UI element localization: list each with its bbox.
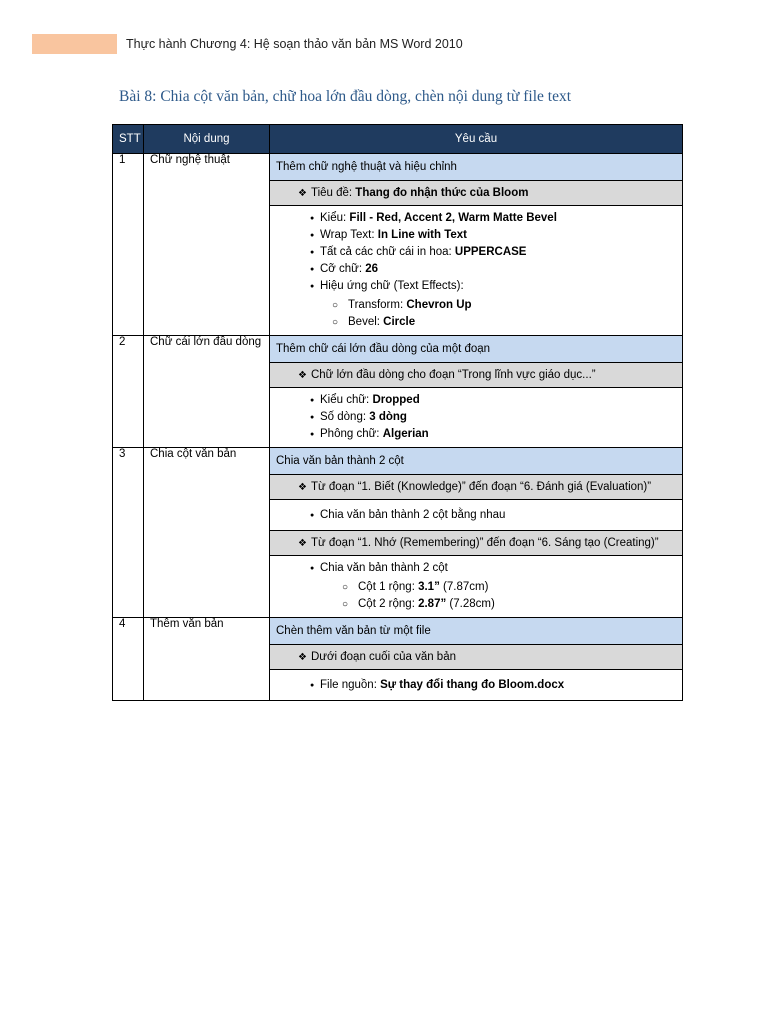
- row-noi-dung: Chữ cái lớn đầu dòng: [144, 336, 270, 448]
- list-item: ● Chia văn bản thành 2 cột bằng nhau: [320, 507, 676, 524]
- table-row: [113, 448, 683, 475]
- diamond-bullet-icon: ❖: [298, 370, 307, 381]
- list-item: ○ Cột 2 rộng: 2.87” (7.28cm): [358, 596, 676, 613]
- list-item: ● Tất cả các chữ cái in hoa: UPPERCASE: [320, 244, 676, 261]
- list-item: ● Phông chữ: Algerian: [320, 426, 676, 443]
- header-noi-dung: Nội dung: [144, 125, 270, 154]
- page-title: Bài 8: Chia cột văn bản, chữ hoa lớn đầu dòng, chèn nội dung từ file text: [119, 88, 572, 105]
- row-sub-requirement: ❖ Tiêu đề: Thang đo nhận thức của Bloom: [270, 181, 683, 206]
- row-requirement: Chèn thêm văn bản từ một file: [270, 618, 683, 645]
- row-detail-list: [270, 556, 683, 618]
- diamond-bullet-icon: ❖: [298, 652, 307, 663]
- list-item: ○ Transform: Chevron Up: [348, 297, 676, 314]
- list-item: ○ Cột 1 rộng: 3.1” (7.87cm): [358, 579, 676, 596]
- row-detail-list: [270, 670, 683, 701]
- table-row: [113, 618, 683, 645]
- row-requirement: Thêm chữ cái lớn đầu dòng của một đoạn: [270, 336, 683, 363]
- row-noi-dung: Chia cột văn bản: [144, 448, 270, 618]
- row-stt: 2: [113, 336, 144, 448]
- row-detail-list: [270, 206, 683, 336]
- row-stt: 3: [113, 448, 144, 618]
- row-sub-requirement: ❖ Chữ lớn đầu dòng cho đoạn “Trong lĩnh vực giáo dục...”: [270, 363, 683, 388]
- row-detail-list: [270, 388, 683, 448]
- header-yeu-cau: Yêu cầu: [270, 125, 683, 154]
- row-requirement: Chia văn bản thành 2 cột: [270, 448, 683, 475]
- row-stt: 1: [113, 154, 144, 336]
- row-noi-dung: Chữ nghệ thuật: [144, 154, 270, 336]
- header-stt: STT: [113, 125, 144, 154]
- table-row: [113, 336, 683, 363]
- requirements-table: [112, 124, 683, 701]
- diamond-bullet-icon: ❖: [298, 188, 307, 199]
- list-item: ○ Bevel: Circle: [348, 314, 676, 331]
- row-sub-requirement: ❖ Từ đoạn “1. Biết (Knowledge)” đến đoạn “6. Đánh giá (Evaluation)”: [270, 475, 683, 500]
- table-header-row: [113, 125, 683, 154]
- row-stt: 4: [113, 618, 144, 701]
- list-item: ● Cỡ chữ: 26: [320, 261, 676, 278]
- row-sub-requirement: ❖ Từ đoạn “1. Nhớ (Remembering)” đến đoạn “6. Sáng tạo (Creating)”: [270, 531, 683, 556]
- list-item: ● Hiệu ứng chữ (Text Effects): ○ Transform: Chevron Up ○ Bevel: Circle: [320, 278, 676, 331]
- list-item: ● File nguồn: Sự thay đổi thang đo Bloom.docx: [320, 677, 676, 694]
- diamond-bullet-icon: ❖: [298, 482, 307, 493]
- list-item: ● Chia văn bản thành 2 cột ○ Cột 1 rộng: 3.1” (7.87cm) ○ Cột 2 rộng: 2.87” (7.28cm): [320, 560, 676, 613]
- row-detail-list: [270, 500, 683, 531]
- list-item: ● Kiểu: Fill - Red, Accent 2, Warm Matte Bevel: [320, 210, 676, 227]
- list-item: ● Kiểu chữ: Dropped: [320, 392, 676, 409]
- diamond-bullet-icon: ❖: [298, 538, 307, 549]
- list-item: ● Wrap Text: In Line with Text: [320, 227, 676, 244]
- running-header: Thực hành Chương 4: Hệ soạn thảo văn bản MS Word 2010: [126, 37, 463, 51]
- row-noi-dung: Thêm văn bản: [144, 618, 270, 701]
- list-item: ● Số dòng: 3 dòng: [320, 409, 676, 426]
- header-accent-bar: [32, 34, 117, 54]
- row-sub-requirement: ❖ Dưới đoạn cuối của văn bản: [270, 645, 683, 670]
- row-requirement: Thêm chữ nghệ thuật và hiệu chỉnh: [270, 154, 683, 181]
- table-row: [113, 154, 683, 181]
